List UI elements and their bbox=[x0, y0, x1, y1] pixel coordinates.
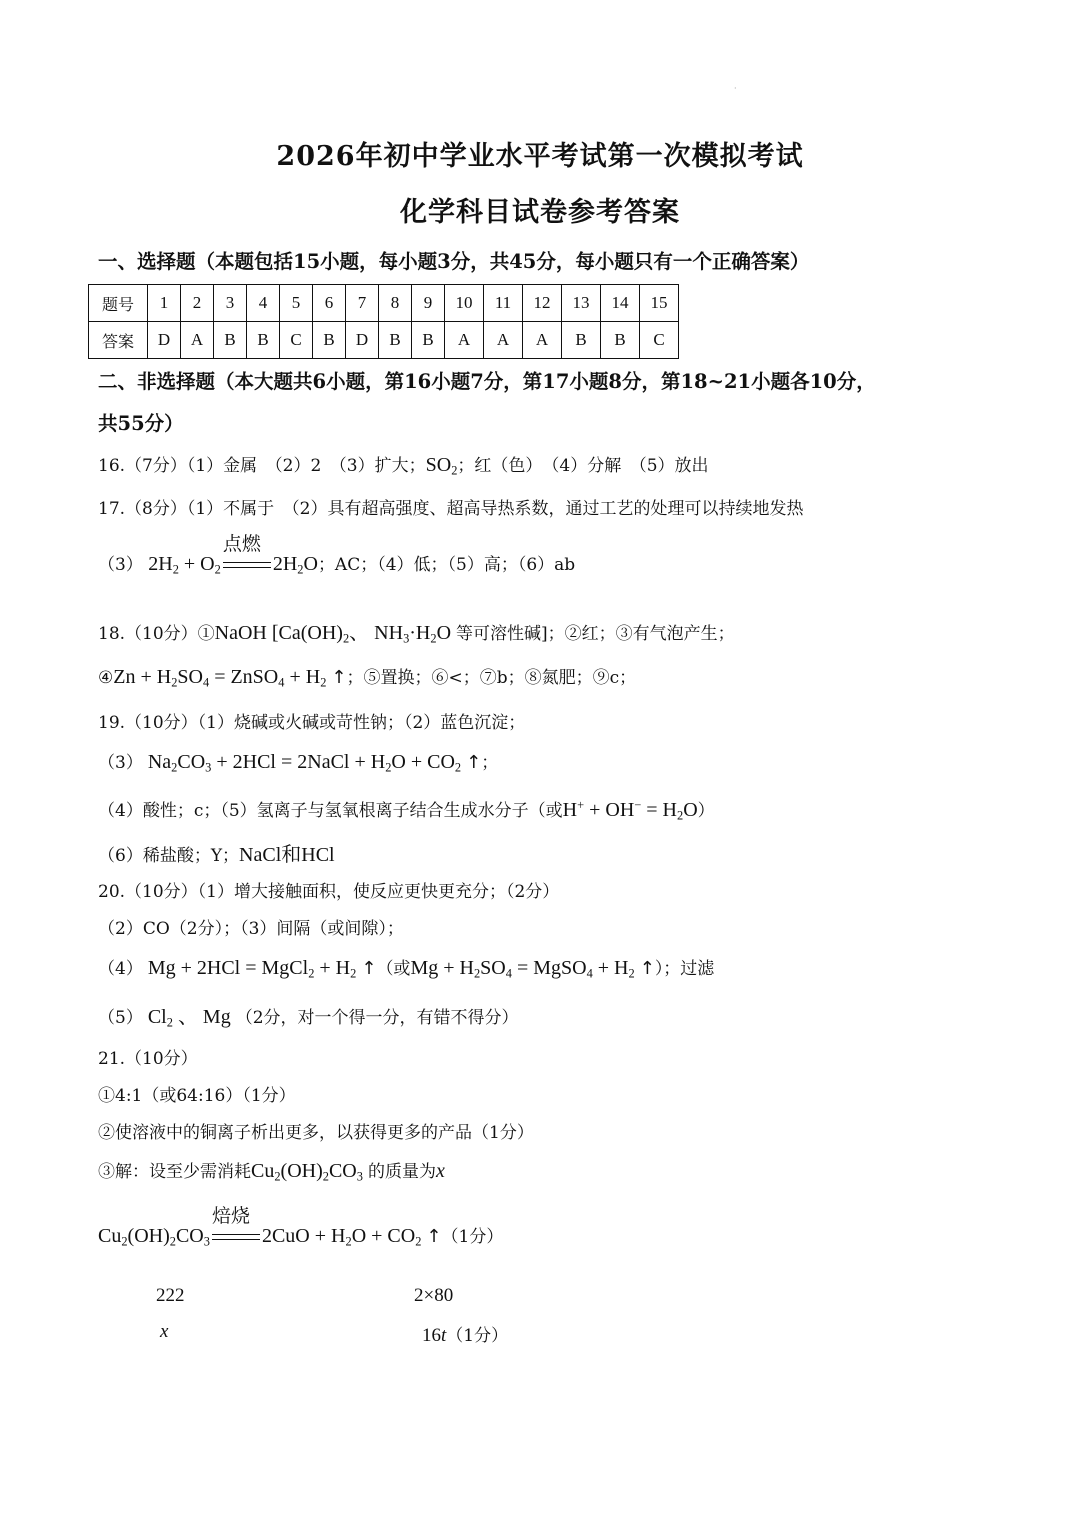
table-cell: C bbox=[280, 322, 313, 359]
section1-heading: 一、选择题（本题包括15小题，每小题3分，共45分，每小题只有一个正确答案） bbox=[98, 250, 810, 273]
table-row-numbers bbox=[89, 285, 679, 322]
table-cell: 5 bbox=[280, 285, 313, 322]
reaction-condition: 点燃 bbox=[221, 555, 273, 575]
q19-answer-line1: 19.（10分）（1）烧碱或火碱或苛性钠；（2）蓝色沉淀； bbox=[98, 713, 526, 733]
table-cell: 15 bbox=[640, 285, 679, 322]
q20-answer-line1: 20.（10分）（1）增大接触面积，使反应更快更充分；（2分） bbox=[98, 882, 560, 902]
section2-heading: 二、非选择题（本大题共6小题，第16小题7分，第17小题8分，第18~21小题各10分， bbox=[98, 370, 876, 393]
q20-equation-a: Mg + 2HCl = MgCl$_2$ + $H_2$ ↑ bbox=[142, 957, 377, 981]
q20-equation-b: $Mg + H_2SO_4$ = MgSO$_4$ + $H_2$ ↑ bbox=[410, 957, 655, 981]
table-cell: B bbox=[247, 322, 280, 359]
q18-base-formulas: NaOH [$Ca(OH)_2$、 $NH_3\cdot H_2O$ bbox=[214, 622, 457, 646]
arrow-up-icon: ↑ bbox=[426, 1226, 442, 1247]
q19-answer-line4: （6）稀盐酸；Y；NaCl和HCl bbox=[98, 844, 335, 866]
table-cell: B bbox=[562, 322, 601, 359]
q18-answer-line1: 18.（10分）①NaOH [$Ca(OH)_2$、 $NH_3\cdot H_2O$ 等可溶性碱]；②红；③有气泡产生； bbox=[98, 622, 735, 646]
q20-answer-line4: （5） $Cl_2$ 、 Mg （2分，对一个得一分，有错不得分） bbox=[98, 1006, 519, 1030]
q17-answer-line2: （3） $2H_2 + O_2$ 点燃 $2H_2O$；AC；（4）低；（5）高；（6）ab bbox=[98, 533, 576, 577]
q21-answer-1: ①4:1（或64:16）（1分） bbox=[98, 1086, 296, 1106]
table-header-cell: 题号 bbox=[89, 285, 148, 322]
q16-answer: 16.（7分）（1）金属 （2）2 （3）扩大；$SO_2$；红（色） （4）分解 （5）放出 bbox=[98, 454, 709, 478]
corner-mark: · bbox=[734, 84, 737, 93]
table-cell: D bbox=[346, 322, 379, 359]
table-cell: 4 bbox=[247, 285, 280, 322]
calc-r1c1: 222 bbox=[156, 1285, 185, 1306]
arrow-up-icon: ↑ bbox=[466, 752, 482, 773]
q19-equation: $Na_2CO_3 + 2HCl$ = 2NaCl + $H_2O + CO_2$ ↑ bbox=[142, 751, 482, 775]
q18-answer-line2: ④Zn + $H_2SO_4$ = ZnSO$_4$ + $H_2$ ↑；⑤置换；⑥<；⑦b；⑧氮肥；⑨c； bbox=[98, 666, 637, 690]
page-subtitle: 化学科目试卷参考答案 bbox=[400, 197, 680, 228]
table-cell: B bbox=[412, 322, 445, 359]
table-cell: 11 bbox=[484, 285, 523, 322]
arrow-up-icon: ↑ bbox=[361, 958, 377, 979]
q21-answer-2: ②使溶液中的铜离子析出更多，以获得更多的产品（1分） bbox=[98, 1123, 534, 1143]
arrow-up-icon: ↑ bbox=[331, 667, 347, 688]
reaction-condition: 焙烧 bbox=[210, 1227, 262, 1247]
table-cell: A bbox=[181, 322, 214, 359]
table-cell: 6 bbox=[313, 285, 346, 322]
q21-equation: $Cu_2(OH)_2CO_3$ 焙烧 $2CuO + H_2O + CO_2$ ↑ bbox=[98, 1205, 442, 1249]
calc-r2c2: 16t（1分） bbox=[422, 1325, 509, 1346]
q17-answer-line1: 17.（8分）（1）不属于 （2）具有超高强度、超高导热系数，通过工艺的处理可以持续地发热 bbox=[98, 499, 804, 519]
table-cell: B bbox=[313, 322, 346, 359]
q21-answer-3: ③解：设至少需消耗$Cu_2(OH)_2CO_3$ 的质量为x bbox=[98, 1160, 445, 1184]
table-cell: B bbox=[379, 322, 412, 359]
table-row-answers bbox=[89, 322, 679, 359]
table-cell: 14 bbox=[601, 285, 640, 322]
q21-equation-line: $Cu_2(OH)_2CO_3$ 焙烧 $2CuO + H_2O + CO_2$ ↑（1分） bbox=[98, 1205, 504, 1249]
table-cell: 7 bbox=[346, 285, 379, 322]
calc-r1c2: 2×80 bbox=[414, 1285, 454, 1306]
q21-compound: $Cu_2(OH)_2CO_3$ bbox=[251, 1160, 363, 1184]
q19-answer-line2: （3） $Na_2CO_3 + 2HCl$ = 2NaCl + $H_2O + CO_2$ ↑； bbox=[98, 751, 499, 775]
table-cell: 3 bbox=[214, 285, 247, 322]
q19-ion-equation: $H^+ + OH^- = H_2O$ bbox=[562, 798, 698, 823]
table-cell: A bbox=[523, 322, 562, 359]
table-header-cell: 答案 bbox=[89, 322, 148, 359]
arrow-up-icon: ↑ bbox=[639, 958, 655, 979]
table-cell: A bbox=[484, 322, 523, 359]
answer-table bbox=[88, 284, 679, 359]
table-cell: 9 bbox=[412, 285, 445, 322]
calc-r2c1: x bbox=[160, 1321, 169, 1342]
table-cell: 1 bbox=[148, 285, 181, 322]
q20-answer-line3: （4） Mg + 2HCl = MgCl$_2$ + $H_2$ ↑（或$Mg + H_2SO_4$ = MgSO$_4$ + $H_2$ ↑）；过滤 bbox=[98, 957, 715, 981]
q21-heading: 21.（10分） bbox=[98, 1049, 198, 1069]
page-title: 2026年初中学业水平考试第一次模拟考试 bbox=[276, 141, 804, 172]
q19-answer-line3: （4）酸性；c；（5）氢离子与氢氧根离子结合生成水分子（或$H^+ + OH^- = H_2O$） bbox=[98, 798, 715, 823]
table-cell: 8 bbox=[379, 285, 412, 322]
table-cell: C bbox=[640, 322, 679, 359]
q20-answer-line2: （2）CO（2分）；（3）间隔（或间隙）； bbox=[98, 919, 404, 939]
table-cell: 12 bbox=[523, 285, 562, 322]
table-cell: 10 bbox=[445, 285, 484, 322]
q18-equation: $Zn + H_2SO_4$ = ZnSO$_4$ + $H_2$ ↑ bbox=[113, 666, 347, 690]
section2-heading-cont: 共55分） bbox=[98, 412, 184, 435]
table-cell: 2 bbox=[181, 285, 214, 322]
table-cell: D bbox=[148, 322, 181, 359]
table-cell: 13 bbox=[562, 285, 601, 322]
q20-products: $Cl_2$ 、 Mg bbox=[142, 1006, 236, 1030]
table-cell: B bbox=[601, 322, 640, 359]
table-cell: B bbox=[214, 322, 247, 359]
table-cell: A bbox=[445, 322, 484, 359]
q17-equation: $2H_2 + O_2$ 点燃 $2H_2O$ bbox=[148, 533, 318, 577]
